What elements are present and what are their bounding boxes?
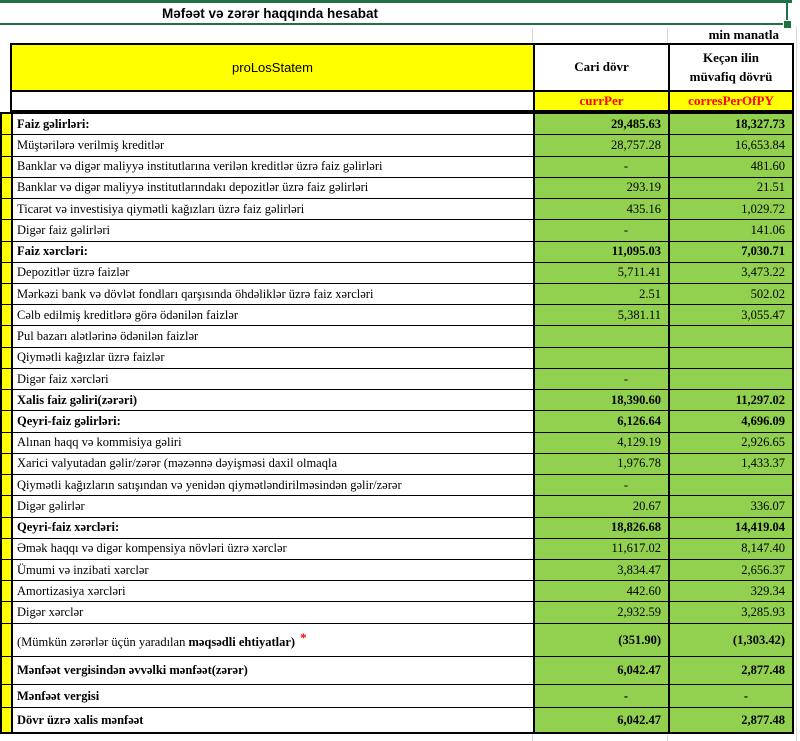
cell-prevyear-value[interactable] (669, 475, 793, 496)
cell-prevyear-value[interactable]: 2,877.48 (669, 657, 793, 685)
cell-prevyear-value[interactable]: 8,147.40 (669, 538, 793, 559)
table-row (1, 283, 793, 304)
table-row (1, 262, 793, 283)
cell-label[interactable]: Mənfəət vergisindən əvvəlki mənfəət(zərər) (12, 657, 534, 685)
code-row (11, 91, 793, 111)
table-row (1, 657, 793, 685)
cell-prevyear-value[interactable]: 21.51 (669, 177, 793, 198)
marker-cell[interactable] (1, 453, 12, 474)
cell-label[interactable]: Banklar və digər maliyyə institutlarındakı depozitlər üzrə faiz gəlirləri (12, 177, 534, 198)
marker-cell[interactable] (1, 708, 12, 734)
pl-data-table (0, 112, 794, 734)
marker-cell[interactable] (1, 475, 12, 496)
gridline (532, 27, 533, 43)
table-row (1, 326, 793, 347)
header-table (10, 43, 794, 112)
cell-prevyear-value[interactable]: 18,327.73 (669, 113, 793, 135)
marker-cell[interactable] (1, 581, 12, 602)
cell-prevyear-value[interactable]: 329.34 (669, 581, 793, 602)
cell-currper-value[interactable]: 435.16 (534, 199, 669, 220)
cell-label[interactable]: Banklar və digər maliyyə institutlarına verilən kreditlər üzrə faiz gəlirləri (12, 156, 534, 177)
cell-label[interactable]: Ticarət və investisiya qiymətli kağızları üzrə faiz gəlirləri (12, 199, 534, 220)
cell-currper-value[interactable]: 6,126.64 (534, 411, 669, 432)
marker-cell[interactable] (1, 220, 12, 241)
report-title-cell[interactable] (0, 3, 540, 23)
cell-currper-value[interactable]: 18,826.68 (534, 517, 669, 538)
cell-prevyear-value[interactable]: 16,653.84 (669, 135, 793, 156)
marker-cell[interactable] (1, 685, 12, 708)
cell-prevyear-value[interactable]: - (669, 685, 793, 708)
cell-currper-value[interactable]: 6,042.47 (534, 708, 669, 734)
gridline (667, 734, 668, 741)
cell-prevyear-value[interactable]: 7,030.71 (669, 241, 793, 262)
cell-currper-value[interactable]: 18,390.60 (534, 390, 669, 411)
cell-label[interactable]: Mərkəzi bank və dövlət fondları qarşısında öhdəliklər üzrə faiz xərcləri (12, 283, 534, 304)
cell-prevyear-value[interactable]: 336.07 (669, 496, 793, 517)
table-row (1, 560, 793, 581)
cell-label[interactable]: Müştərilərə verilmiş kreditlər (12, 135, 534, 156)
cell-currper-value[interactable]: 5,381.11 (534, 305, 669, 326)
cell-prevyear-value[interactable]: 2,877.48 (669, 708, 793, 734)
cell-currper-value[interactable]: 28,757.28 (534, 135, 669, 156)
table-row (1, 135, 793, 156)
table-row (1, 411, 793, 432)
marker-cell[interactable] (1, 432, 12, 453)
footnote-asterisk: * (300, 630, 307, 645)
marker-cell[interactable] (1, 199, 12, 220)
cell-label[interactable]: Qiymətli kağızlar üzrə faizlər (12, 347, 534, 368)
cell-prevyear-value[interactable]: 1,433.37 (669, 453, 793, 474)
table-row (1, 685, 793, 708)
table-row (1, 708, 793, 734)
cell-label[interactable]: Xalis faiz gəliri(zərəri) (12, 390, 534, 411)
cell-currper-value[interactable]: 6,042.47 (534, 657, 669, 685)
marker-cell[interactable] (1, 262, 12, 283)
empty-cell[interactable] (11, 91, 534, 111)
cell-prevyear-value[interactable]: 2,656.37 (669, 560, 793, 581)
table-row (1, 241, 793, 262)
cell-currper-value[interactable]: 2.51 (534, 283, 669, 304)
cell-label[interactable] (12, 624, 534, 657)
table-row (1, 177, 793, 198)
cell-currper-value[interactable]: 5,711.41 (534, 262, 669, 283)
cell-prevyear-value[interactable]: 502.02 (669, 283, 793, 304)
cell-label[interactable]: Faiz xərcləri: (12, 241, 534, 262)
cell-currper-value[interactable]: - (534, 156, 669, 177)
table-row (1, 390, 793, 411)
marker-cell[interactable] (1, 177, 12, 198)
marker-cell[interactable] (1, 326, 12, 347)
cell-prevyear-value[interactable] (669, 368, 793, 389)
table-row (1, 368, 793, 389)
cell-currper-value[interactable]: - (534, 475, 669, 496)
cell-label[interactable]: Depozitlər üzrə faizlər (12, 262, 534, 283)
cell-label[interactable]: Digər faiz gəlirləri (12, 220, 534, 241)
cell-prevyear-value[interactable]: 3,473.22 (669, 262, 793, 283)
prev-period-code-cell[interactable]: corresPerOfPY (669, 91, 793, 111)
marker-cell[interactable] (1, 113, 12, 135)
marker-cell[interactable] (1, 283, 12, 304)
current-period-header-cell[interactable]: Cari dövr (534, 44, 669, 91)
cell-label[interactable]: Dövr üzrə xalis mənfəət (12, 708, 534, 734)
prev-period-line2: müvafiq dövrü (689, 68, 773, 84)
cell-prevyear-value[interactable] (669, 326, 793, 347)
marker-cell[interactable] (1, 657, 12, 685)
marker-cell[interactable] (1, 368, 12, 389)
cell-prevyear-value[interactable]: (1,303.42) (669, 624, 793, 657)
table-row (1, 581, 793, 602)
marker-cell[interactable] (1, 156, 12, 177)
cell-prevyear-value[interactable]: 481.60 (669, 156, 793, 177)
cell-currper-value[interactable]: 442.60 (534, 581, 669, 602)
marker-cell[interactable] (1, 538, 12, 559)
cell-prevyear-value[interactable]: 2,926.65 (669, 432, 793, 453)
cell-prevyear-value[interactable]: 3,285.93 (669, 602, 793, 624)
cell-label[interactable]: Amortizasiya xərcləri (12, 581, 534, 602)
cell-label[interactable]: Xarici valyutadan gəlir/zərər (məzənnə dəyişməsi daxil olmaqla (12, 453, 534, 474)
cell-label[interactable]: Digər xərclər (12, 602, 534, 624)
cell-label[interactable]: Cəlb edilmiş kreditlərə görə ödənilən faizlər (12, 305, 534, 326)
cell-label[interactable]: Faiz gəlirləri: (12, 113, 534, 135)
cell-label[interactable]: Əmək haqqı və digər kompensiya növləri üzrə xərclər (12, 538, 534, 559)
cell-prevyear-value[interactable]: 1,029.72 (669, 199, 793, 220)
cell-label[interactable]: Qiymətli kağızların satışından və yenidən qiymətləndirilməsindən gəlir/zərər (12, 475, 534, 496)
statement-id-cell[interactable]: proLosStatem (11, 44, 534, 91)
cell-currper-value[interactable]: 11,617.02 (534, 538, 669, 559)
unit-note: min manatla (708, 26, 779, 42)
marker-cell[interactable] (1, 624, 12, 657)
cell-label[interactable]: Pul bazarı alətlərinə ödənilən faizlər (12, 326, 534, 347)
table-row-footnote (1, 624, 793, 657)
marker-cell[interactable] (1, 411, 12, 432)
table-row (1, 199, 793, 220)
table-row (1, 220, 793, 241)
prev-period-header-cell[interactable] (669, 44, 793, 91)
footnote-label-prefix: (Mümkün zərərlər üçün yaradılan (17, 635, 189, 649)
cell-currper-value[interactable]: 4,129.19 (534, 432, 669, 453)
cell-prevyear-value[interactable] (669, 347, 793, 368)
cell-currper-value[interactable]: 293.19 (534, 177, 669, 198)
cell-currper-value[interactable]: - (534, 685, 669, 708)
cell-label[interactable]: Alınan haqq və kommisiya gəliri (12, 432, 534, 453)
cell-prevyear-value[interactable]: 11,297.02 (669, 390, 793, 411)
current-period-code-cell[interactable]: currPer (534, 91, 669, 111)
table-row (1, 432, 793, 453)
marker-cell[interactable] (1, 560, 12, 581)
cell-prevyear-value[interactable]: 141.06 (669, 220, 793, 241)
cell-currper-value[interactable]: - (534, 220, 669, 241)
prev-period-line1: Keçən ilin (703, 49, 759, 65)
marker-cell[interactable] (1, 135, 12, 156)
table-row (1, 113, 793, 135)
cell-label[interactable]: Qeyri-faiz xərcləri: (12, 517, 534, 538)
marker-cell[interactable] (1, 241, 12, 262)
table-row (1, 538, 793, 559)
cell-label[interactable]: Digər gəlirlər (12, 496, 534, 517)
gridline (532, 734, 533, 741)
cell-currper-value[interactable]: 1,976.78 (534, 453, 669, 474)
cell-currper-value[interactable]: (351.90) (534, 624, 669, 657)
cell-prevyear-value[interactable]: 14,419.04 (669, 517, 793, 538)
table-row (1, 156, 793, 177)
marker-cell[interactable] (1, 305, 12, 326)
cell-currper-value[interactable]: 2,932.59 (534, 602, 669, 624)
cell-currper-value[interactable]: 20.67 (534, 496, 669, 517)
table-row (1, 347, 793, 368)
table-row (1, 496, 793, 517)
marker-cell[interactable] (1, 390, 12, 411)
table-row (1, 602, 793, 624)
gridline (796, 26, 797, 741)
cell-label[interactable]: Mənfəət vergisi (12, 685, 534, 708)
marker-cell[interactable] (1, 496, 12, 517)
footnote-label-bold: məqsədli ehtiyatlar) (188, 635, 296, 649)
marker-cell[interactable] (1, 517, 12, 538)
cell-label[interactable]: Digər faiz xərcləri (12, 368, 534, 389)
marker-cell[interactable] (1, 347, 12, 368)
cell-currper-value[interactable]: 11,095.03 (534, 241, 669, 262)
table-row (1, 453, 793, 474)
cell-currper-value[interactable]: 3,834.47 (534, 560, 669, 581)
cell-currper-value[interactable]: 29,485.63 (534, 113, 669, 135)
cell-currper-value[interactable] (534, 326, 669, 347)
header-row (11, 44, 793, 91)
selection-border-bottom (0, 23, 789, 25)
table-row (1, 517, 793, 538)
marker-cell[interactable] (1, 602, 12, 624)
table-row (1, 475, 793, 496)
cell-prevyear-value[interactable]: 4,696.09 (669, 411, 793, 432)
cell-currper-value[interactable] (534, 347, 669, 368)
cell-currper-value[interactable]: - (534, 368, 669, 389)
gridline (667, 27, 668, 43)
report-title: Məfəət və zərər haqqında hesabat (161, 5, 379, 21)
cell-label[interactable]: Qeyri-faiz gəlirləri: (12, 411, 534, 432)
table-row (1, 305, 793, 326)
unit-note-cell[interactable] (0, 26, 792, 43)
cell-prevyear-value[interactable]: 3,055.47 (669, 305, 793, 326)
cell-label[interactable]: Ümumi və inzibati xərclər (12, 560, 534, 581)
